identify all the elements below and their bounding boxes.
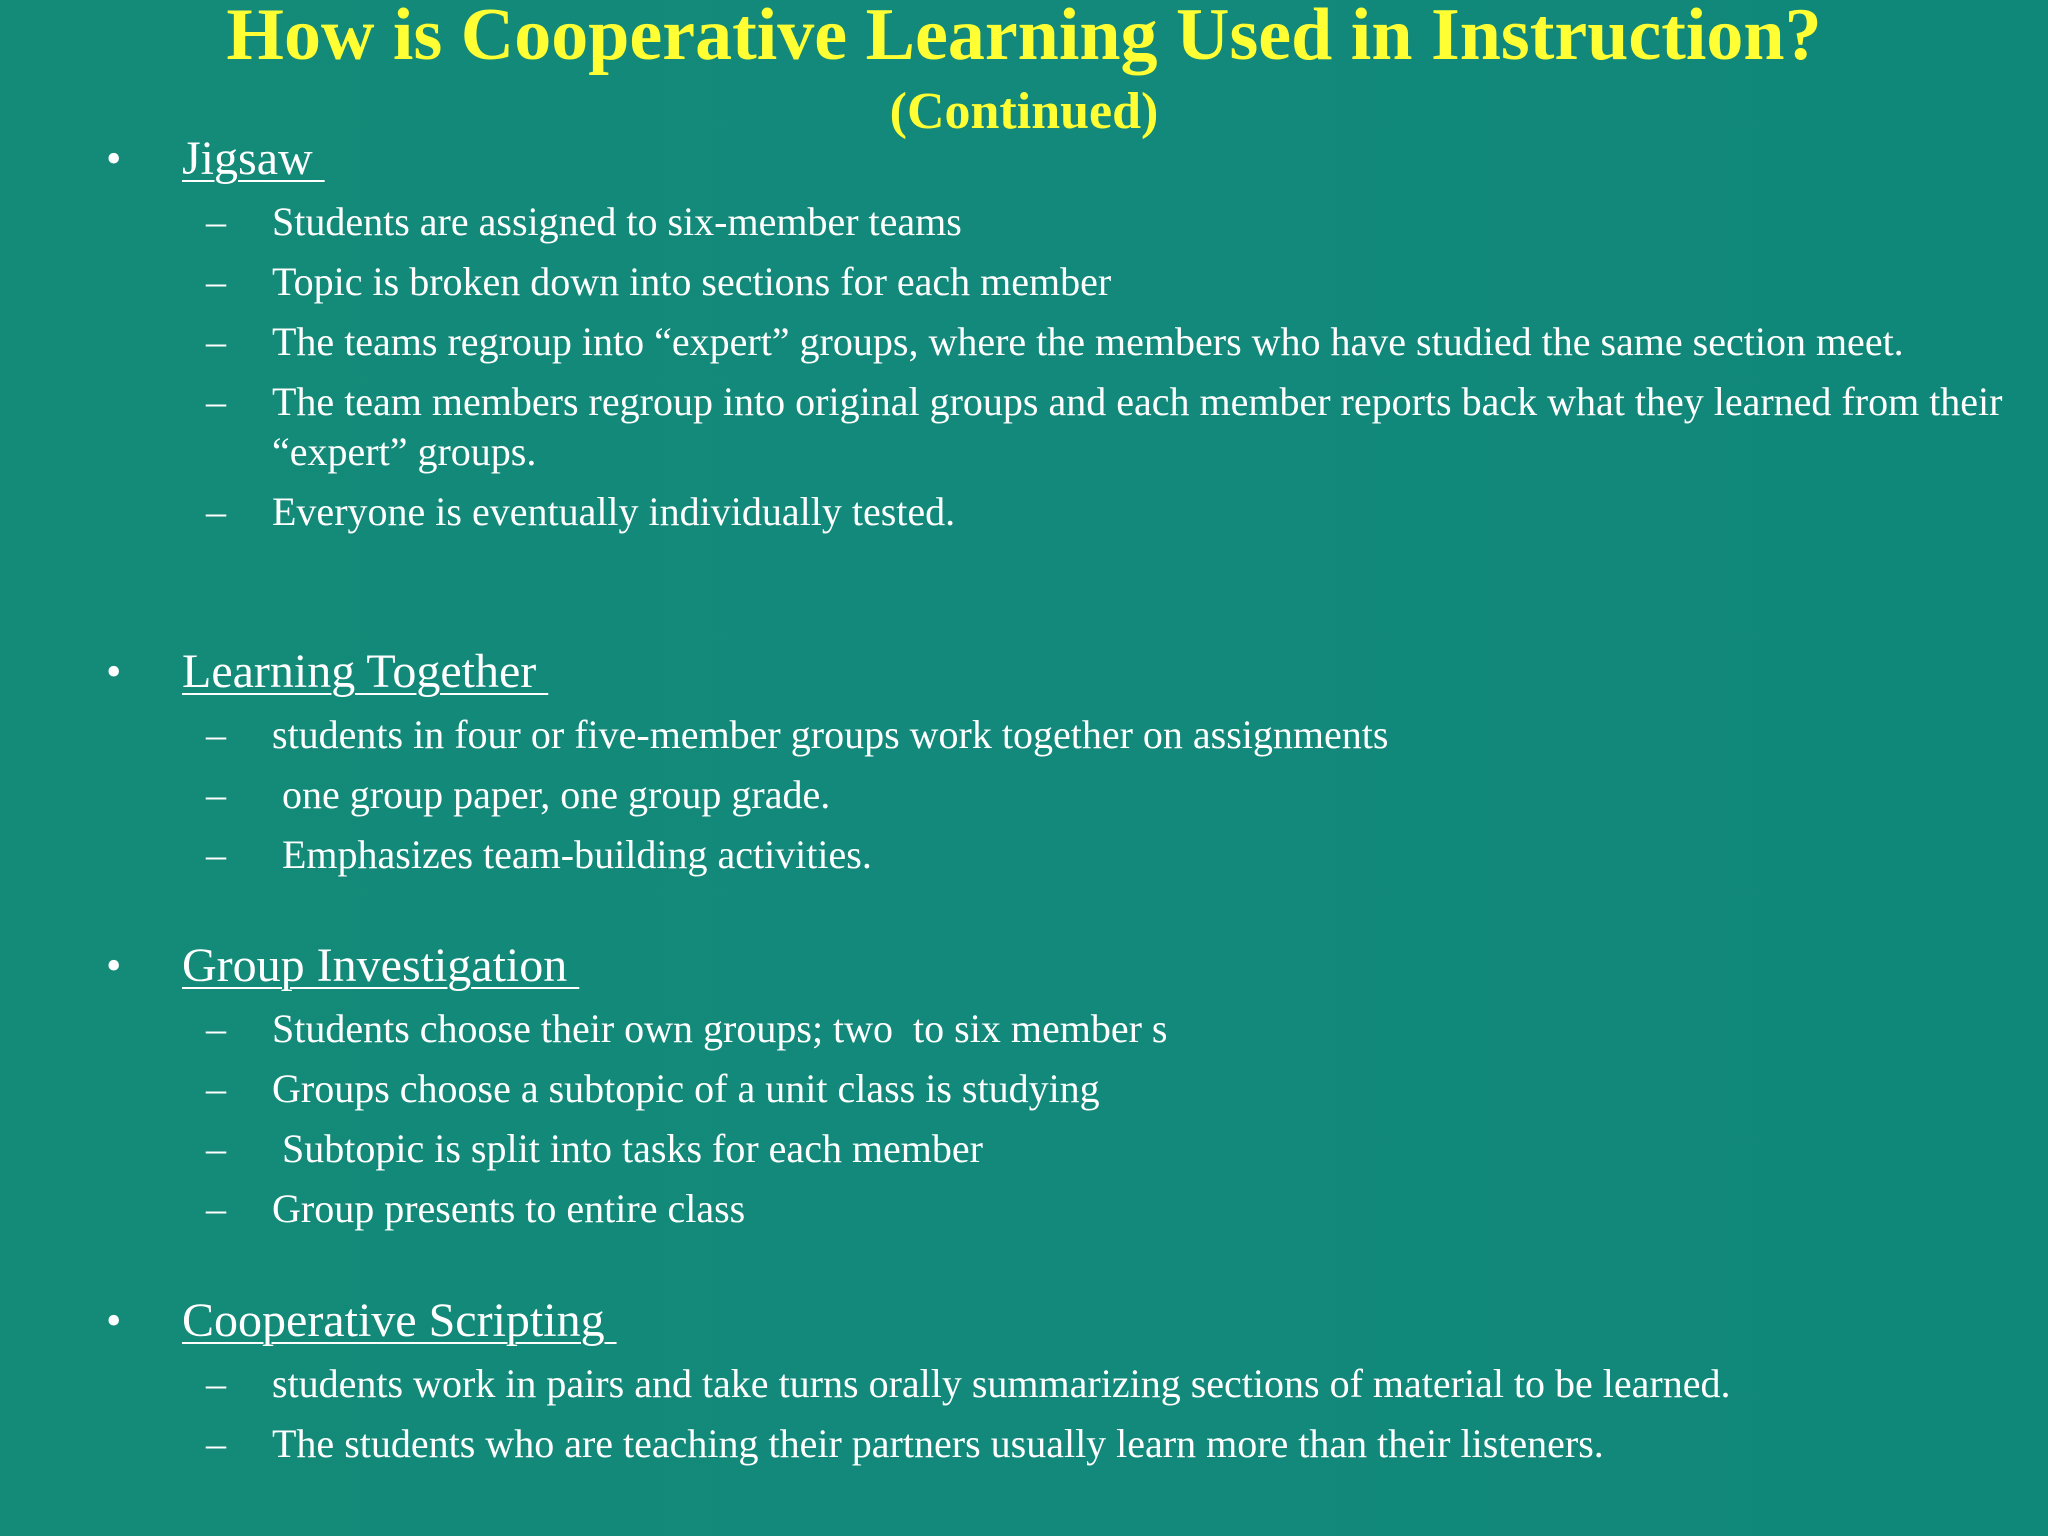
list-item [0,1359,2048,1409]
section-heading-row [0,938,2048,994]
list-item [0,257,2048,307]
slide-subtitle: (Continued) [889,83,1159,140]
bullet-icon: • [106,647,122,696]
list-item [0,197,2048,247]
section-heading-row [0,644,2048,700]
list-item-text: Topic is broken down into sections for each member [272,259,1112,304]
list-item-text: Group presents to entire class [272,1186,746,1231]
list-item [0,377,2048,477]
list-item [0,1064,2048,1114]
section-heading: Jigsaw [182,132,325,185]
list-item-text: Everyone is eventually individually tested. [272,489,956,534]
list-item [0,1004,2048,1054]
list-item [0,487,2048,537]
bullet-icon: • [106,941,122,990]
section-learning-together [0,644,2048,880]
section-group-investigation [0,938,2048,1234]
list-item [0,770,2048,820]
bullet-icon: • [106,1296,122,1345]
slide-title: How is Cooperative Learning Used in Instruction? [226,0,1822,76]
list-item-text: Subtopic is split into tasks for each member [272,1126,983,1171]
dash-icon: – [206,259,226,304]
list-item-text: students in four or five-member groups work together on assignments [272,712,1389,757]
list-item [0,710,2048,760]
dash-icon: – [206,712,226,757]
list-item [0,1184,2048,1234]
dash-icon: – [206,1066,226,1111]
dash-icon: – [206,379,226,424]
dash-icon: – [206,1126,226,1171]
dash-icon: – [206,772,226,817]
list-item [0,317,2048,367]
list-item-text: students work in pairs and take turns orally summarizing sections of material to be learned. [272,1361,1731,1406]
list-item-text: Students are assigned to six-member teams [272,199,962,244]
section-heading: Cooperative Scripting [182,1294,617,1347]
dash-icon: – [206,1361,226,1406]
list-item-text: The students who are teaching their partners usually learn more than their listeners. [272,1421,1604,1466]
section-jigsaw [0,131,2048,537]
dash-icon: – [206,1421,226,1466]
list-item-text: Groups choose a subtopic of a unit class is studying [272,1066,1100,1111]
list-item-text: Emphasizes team-building activities. [272,832,872,877]
dash-icon: – [206,832,226,877]
list-item-text: one group paper, one group grade. [272,772,831,817]
dash-icon: – [206,1006,226,1051]
list-item [0,1124,2048,1174]
section-heading: Group Investigation [182,939,580,992]
section-heading-row [0,1293,2048,1349]
list-item-text: Students choose their own groups; two to six member s [272,1006,1168,1051]
list-item-text: The team members regroup into original groups and each member reports back what they learned from their “expert” groups. [272,379,2013,474]
dash-icon: – [206,489,226,534]
list-item [0,830,2048,880]
list-item [0,1419,2048,1469]
dash-icon: – [206,319,226,364]
list-item-text: The teams regroup into “expert” groups, where the members who have studied the same section meet. [272,319,1904,364]
section-heading-row [0,131,2048,187]
bullet-icon: • [106,134,122,183]
section-cooperative-scripting [0,1293,2048,1469]
dash-icon: – [206,199,226,244]
dash-icon: – [206,1186,226,1231]
section-heading: Learning Together [182,645,549,698]
